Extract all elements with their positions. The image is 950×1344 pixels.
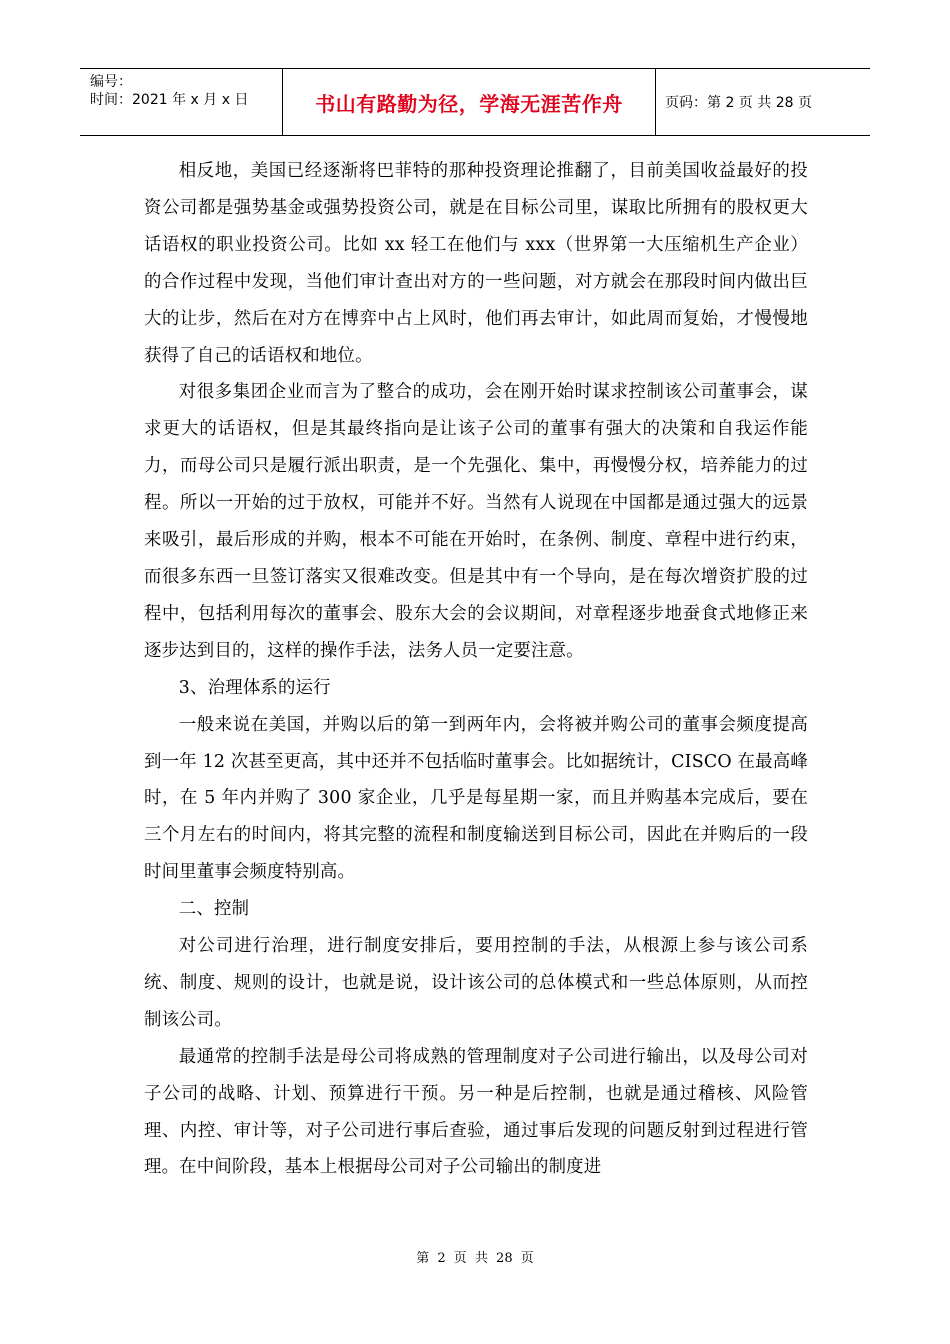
body-paragraph: 最通常的控制手法是母公司将成熟的管理制度对子公司进行输出，以及母公司对子公司的战略、计划、预算进行干预。另一种是后控制，也就是通过稽核、风险管理、内控、审计等，对子公司进行事后查验，通过事后发现的问题反射到过程进行管理。在中间阶段，基本上根据母公司对子公司输出的制度进 bbox=[144, 1046, 808, 1178]
body-paragraph: 对很多集团企业而言为了整合的成功，会在刚开始时谋求控制该公司董事会，谋求更大的话语权，但是其最终指向是让该子公司的董事有强大的决策和自我运作能力，而母公司只是履行派出职责，是一个先强化、集中，再慢慢分权，培养能力的过程。所以一开始的过于放权，可能并不好。当然有人说现在中国都是通过强大的远景来吸引，最后形成的并购，根本不可能在开始时，在条例、制度、章程中进行约束，而很多东西一旦签订落实又很难改变。但是其中有一个导向，是在每次增资扩股的过程中，包括利用每次的董事会、股东大会的会议期间，对章程逐步地蚕食式地修正来逐步达到目的，这样的操作手法，法务人员一定要注意。 bbox=[144, 382, 808, 661]
page-header bbox=[80, 68, 870, 136]
body-paragraph: 相反地，美国已经逐渐将巴菲特的那种投资理论推翻了，目前美国收益最好的投资公司都是强势基金或强势投资公司，就是在目标公司里，谋取比所拥有的股权更大话语权的职业投资公司。比如 xx 轻工在他们与 xxx（世界第一大压缩机生产企业）的合作过程中发现，当他们审计查出对方的一些问题，对方就会在那段时间内做出巨大的让步，然后在对方在博弈中占上风时，他们再去审计，如此周而复始，才慢慢地获得了自己的话语权和地位。 bbox=[144, 161, 808, 366]
header-meta bbox=[80, 69, 283, 135]
header-motto: 书山有路勤为径，学海无涯苦作舟 bbox=[283, 69, 656, 135]
section-heading: 3、治理体系的运行 bbox=[178, 677, 331, 698]
body-paragraph: 一般来说在美国，并购以后的第一到两年内，会将被并购公司的董事会频度提高到一年 12 次甚至更高，其中还并不包括临时董事会。比如据统计，CISCO 在最高峰时，在 5 年内并购了 300 家企业，几乎是每星期一家，而且并购基本完成后，要在三个月左右的时间内，将其完整的流程和制度输送到目标公司，因此在并购后的一段时间里董事会频度特别高。 bbox=[144, 714, 808, 883]
document-number-label: 编号： bbox=[90, 74, 132, 90]
document-body bbox=[144, 153, 808, 1186]
header-page-number: 页码：第 2 页 共 28 页 bbox=[665, 95, 812, 111]
body-paragraph: 对公司进行治理，进行制度安排后，要用控制的手法，从根源上参与该公司系统、制度、规则的设计，也就是说，设计该公司的总体模式和一些总体原则，从而控制该公司。 bbox=[144, 936, 808, 1030]
page-footer: 第 2 页 共 28 页 bbox=[416, 1251, 534, 1266]
document-date-label: 时间：2021 年 x 月 x 日 bbox=[90, 92, 249, 108]
section-heading: 二、控制 bbox=[178, 899, 250, 920]
